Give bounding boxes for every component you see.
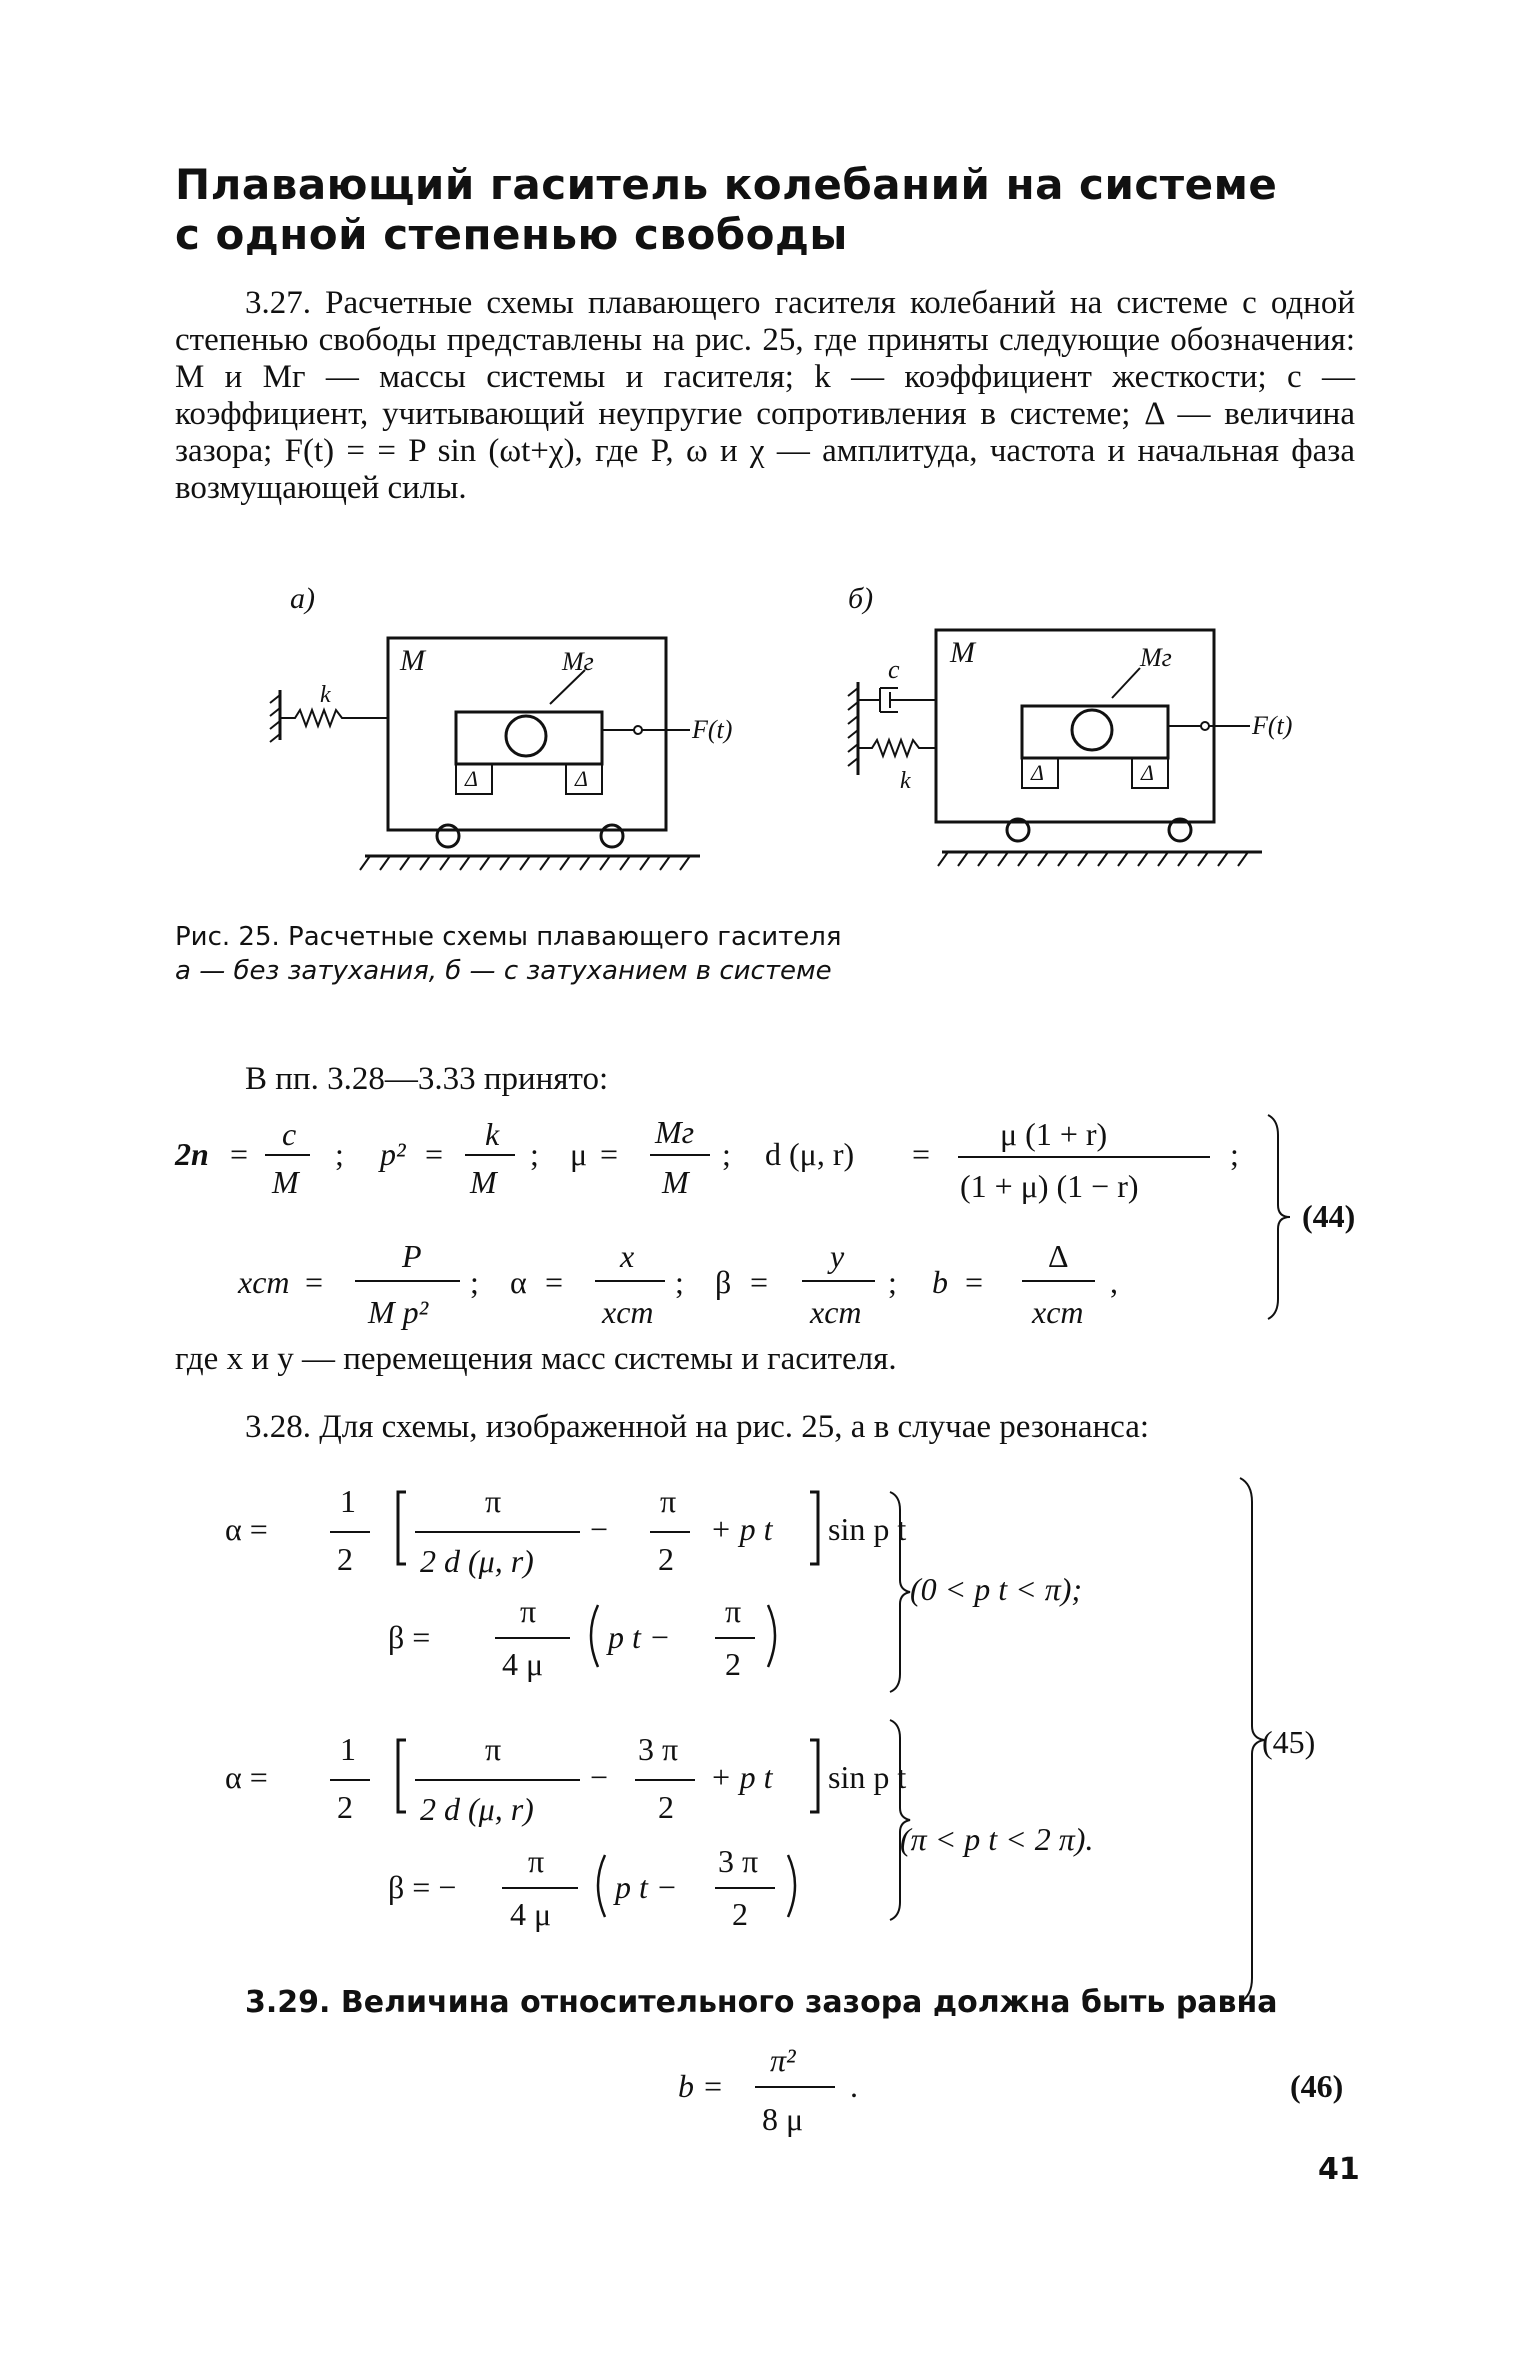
eq45-pi-4: π (725, 1593, 742, 1629)
svg-text:;: ; (470, 1264, 479, 1300)
wheel-a-left (437, 825, 459, 847)
eq45-pt-2: + p t (710, 1759, 773, 1795)
svg-text:β =: β = (388, 1619, 431, 1655)
svg-text:=: = (425, 1136, 444, 1172)
eq45-two-4: 2 (337, 1789, 353, 1825)
svg-text:=: = (912, 1136, 931, 1172)
svg-text:β = −: β = − (388, 1869, 457, 1905)
eq44-Mg: Mг (655, 1114, 695, 1150)
figure-25-schemes (260, 570, 1310, 890)
eq45-range-1: (0 < p t < π); (910, 1571, 1083, 1607)
svg-text:;: ; (335, 1136, 344, 1172)
svg-text:;: ; (888, 1264, 897, 1300)
eq45-pi-1: π (485, 1483, 502, 1519)
eq46-lhs: b = (678, 2068, 724, 2104)
eq45-pi-6: π (528, 1843, 545, 1879)
eq44-mu: μ (570, 1136, 588, 1172)
eq45-brace-2 (890, 1720, 910, 1920)
svg-text:α =: α = (225, 1759, 268, 1795)
eq44-k: k (485, 1116, 500, 1152)
figure-caption (175, 920, 975, 988)
eq45-pi-5: π (485, 1731, 502, 1767)
eq44-d-den: (1 + μ) (1 − r) (960, 1168, 1139, 1204)
eq44-beta: β (715, 1264, 732, 1300)
eq45-two-5: 2 (658, 1789, 674, 1825)
eq45-4mu-2: 4 μ (510, 1896, 552, 1932)
eq44-delta: Δ (1048, 1238, 1069, 1274)
eq45-number: (45) (1262, 1724, 1316, 1760)
eq44-d-lhs: d (μ, r) (765, 1136, 855, 1172)
caption-line-2: а — без затухания, б — с затуханием в системе (175, 956, 832, 986)
figure-label-a: а) (290, 582, 315, 615)
equation-46 (650, 2035, 1370, 2145)
eq46-tail: . (850, 2068, 858, 2104)
damper-ball-a (506, 716, 546, 756)
eq44-d-num: μ (1 + r) (1000, 1116, 1108, 1152)
paragraph-3-27-text: 3.27. Расчетные схемы плавающего гасителя колебаний на системе с одной степенью свободы представлены на рис. 25, где приняты следующие обозначения: M и Mг — массы системы и гасителя; k — коэффициент жесткости; c — коэффициент, учитывающий неупругие сопротивления в системе; Δ — величина зазора; F(t) = = P sin (ωt+χ), где P, ω и χ — амплитуда, частота и начальная фаза возмущающей силы. (175, 285, 1355, 506)
eq45-one-1: 1 (340, 1483, 356, 1519)
eq44-c: c (282, 1116, 297, 1152)
spring-label-b: k (900, 768, 911, 794)
eq46-number: (46) (1290, 2068, 1344, 2104)
damper-ball-b (1072, 710, 1112, 750)
spring-label-a: k (320, 682, 331, 708)
equation-45 (210, 1470, 1360, 2030)
eq44-2n: 2n (175, 1136, 209, 1172)
eq45-pi-3: π (520, 1593, 537, 1629)
section-title (175, 160, 1325, 260)
svg-text:=: = (965, 1264, 984, 1300)
eq45-3pi-1: 3 π (638, 1731, 679, 1767)
eq45-pi-2: π (660, 1483, 677, 1519)
svg-text:;: ; (722, 1136, 731, 1172)
eq45-two-1: 2 (337, 1541, 353, 1577)
eq44-Mp2: M p² (368, 1294, 429, 1330)
where-line: где x и y — перемещения масс системы и гасителя. (175, 1341, 897, 1377)
gap-label-a-left: Δ (465, 766, 478, 791)
svg-text:;: ; (1230, 1136, 1239, 1172)
svg-text:−: − (590, 1511, 609, 1547)
svg-text:,: , (1110, 1264, 1118, 1300)
spring-b (858, 740, 936, 756)
eq44-p2: p² (380, 1136, 406, 1172)
page-number: 41 (1318, 2152, 1360, 2187)
dashpot-b (858, 688, 936, 712)
mass-box-a (388, 638, 666, 830)
svg-text:=: = (305, 1264, 324, 1300)
eq44-M-3: M (662, 1164, 689, 1200)
paragraph-3-27 (175, 285, 1355, 507)
eq45-one-2: 1 (340, 1731, 356, 1767)
eq44-xst-lhs: xст (238, 1264, 290, 1300)
gap-label-a-right: Δ (575, 766, 588, 791)
gap-label-b-right: Δ (1141, 760, 1154, 785)
eq45-ptm-1: p t − (608, 1619, 671, 1655)
eq45-two-6: 2 (732, 1896, 748, 1932)
force-label-b: F(t) (1252, 711, 1293, 740)
svg-text:=: = (545, 1264, 564, 1300)
eq44-M-1: M (272, 1164, 299, 1200)
damper-mass-label-b: Mг (1140, 643, 1172, 672)
paragraph-3-29: 3.29. Величина относительного зазора должна быть равна (245, 1985, 1278, 2020)
eq45-3pi-2: 3 π (718, 1843, 759, 1879)
eq46-num: π² (770, 2042, 796, 2078)
section-title-line-1: Плавающий гаситель колебаний на системе (175, 160, 1278, 209)
eq45-two-3: 2 (725, 1646, 741, 1682)
damper-mass-label-a: Mг (562, 647, 594, 676)
eq45-two-2: 2 (658, 1541, 674, 1577)
paragraph-3-28: 3.28. Для схемы, изображенной на рис. 25, а в случае резонанса: (245, 1409, 1150, 1445)
svg-text:α =: α = (225, 1511, 268, 1547)
eq44-M-2: M (470, 1164, 497, 1200)
eq44-xst-3: xст (810, 1294, 862, 1330)
accepted-notation-line: В пп. 3.28—3.33 принято: (245, 1061, 609, 1097)
wheel-a-right (601, 825, 623, 847)
eq45-range-2: (π < p t < 2 π). (900, 1821, 1094, 1857)
eq45-2d-1: 2 d (μ, r) (420, 1543, 534, 1579)
eq45-2d-2: 2 d (μ, r) (420, 1791, 534, 1827)
svg-text:=: = (230, 1136, 249, 1172)
eq44-b: b (932, 1264, 948, 1300)
eq44-alpha: α (510, 1264, 527, 1300)
svg-text:;: ; (530, 1136, 539, 1172)
caption-line-1: Рис. 25. Расчетные схемы плавающего гасителя (175, 922, 842, 952)
gap-label-b-left: Δ (1031, 760, 1044, 785)
svg-text:=: = (600, 1136, 619, 1172)
eq44-y: y (830, 1238, 845, 1274)
force-label-a: F(t) (692, 715, 733, 744)
svg-text:=: = (750, 1264, 769, 1300)
eq45-sin-2: sin p t (828, 1759, 907, 1795)
eq44-brace (1268, 1115, 1290, 1319)
equation-44 (170, 1105, 1370, 1335)
eq44-xst-2: xст (602, 1294, 654, 1330)
eq44-xst-4: xст (1032, 1294, 1084, 1330)
eq45-ptm-2: p t − (615, 1869, 678, 1905)
figure-label-b: б) (848, 582, 874, 615)
spring-a (280, 710, 388, 726)
mass-label-b: M (950, 636, 975, 669)
eq45-sin-1: sin p t (828, 1511, 907, 1547)
eq44-x: x (620, 1238, 635, 1274)
section-title-line-2: с одной степенью свободы (175, 210, 848, 259)
eq44-number: (44) (1302, 1198, 1356, 1234)
mass-label-a: M (400, 644, 425, 677)
eq45-pt-1: + p t (710, 1511, 773, 1547)
svg-text:−: − (590, 1759, 609, 1795)
dashpot-label-b: c (888, 655, 900, 684)
svg-text:;: ; (675, 1264, 684, 1300)
eq46-den: 8 μ (762, 2101, 804, 2137)
eq45-brace-outer (1240, 1478, 1264, 2002)
eq45-4mu-1: 4 μ (502, 1646, 544, 1682)
eq44-P: P (402, 1238, 422, 1274)
